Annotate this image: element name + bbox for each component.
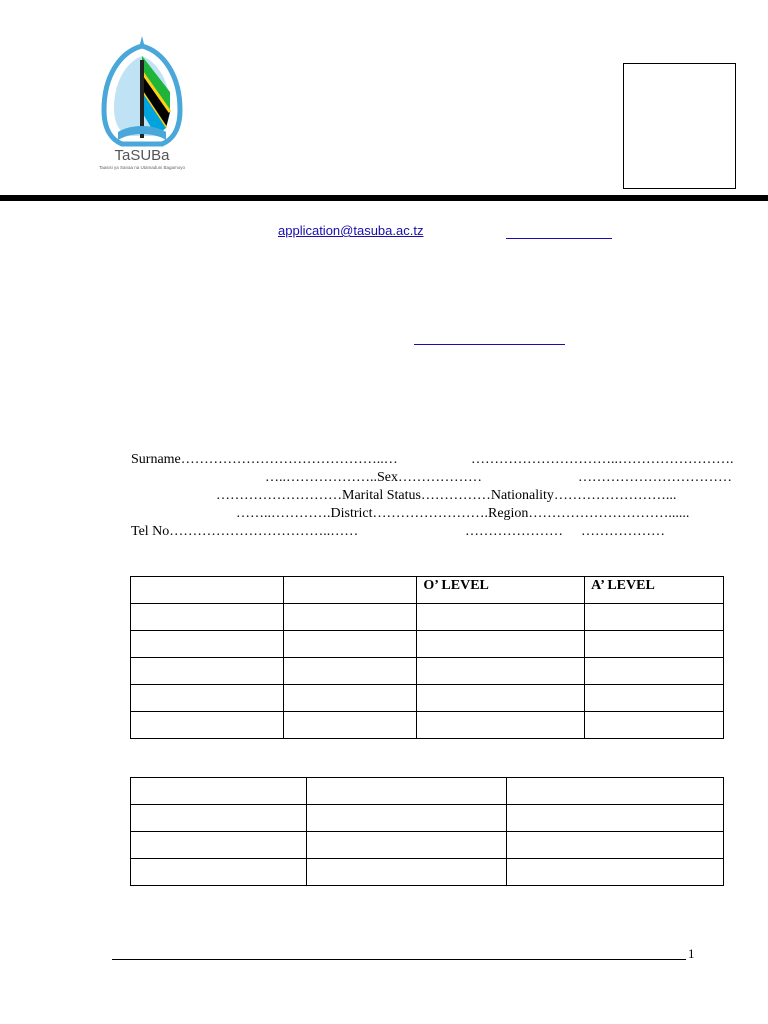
table-cell[interactable]	[306, 832, 507, 859]
table-row	[131, 604, 724, 631]
results-header-cell	[131, 577, 284, 604]
table-row	[131, 685, 724, 712]
sex-line: …..………………..Sex………………	[265, 470, 482, 485]
o-level-header: O’ LEVEL	[417, 577, 585, 604]
table-cell[interactable]	[585, 604, 724, 631]
table-cell[interactable]	[283, 631, 417, 658]
table-cell[interactable]	[417, 658, 585, 685]
table-cell[interactable]	[131, 631, 284, 658]
table-cell[interactable]	[131, 778, 307, 805]
results-table	[130, 576, 724, 739]
other-table	[130, 777, 724, 886]
passport-photo-box	[623, 63, 736, 189]
table-cell[interactable]	[585, 712, 724, 739]
table-row	[131, 832, 724, 859]
table-cell[interactable]	[283, 658, 417, 685]
table-cell[interactable]	[417, 685, 585, 712]
district-region-line: ……..………….District…………………….Region…………………………......	[236, 506, 690, 521]
table-cell[interactable]	[131, 805, 307, 832]
table-row	[131, 658, 724, 685]
table-row	[131, 712, 724, 739]
tel-line: Tel No……………………………..……	[131, 524, 359, 539]
table-cell[interactable]	[585, 685, 724, 712]
table-cell[interactable]	[507, 859, 724, 886]
table-cell[interactable]	[131, 658, 284, 685]
table-cell[interactable]	[283, 604, 417, 631]
names-line: …………………………..…………………….	[471, 452, 734, 467]
table-cell[interactable]	[283, 712, 417, 739]
table-cell[interactable]	[306, 859, 507, 886]
table-row	[131, 778, 724, 805]
table-cell[interactable]	[131, 832, 307, 859]
blank-link-2[interactable]	[414, 330, 565, 345]
table-row	[131, 631, 724, 658]
results-header-cell	[283, 577, 417, 604]
table-cell[interactable]	[131, 604, 284, 631]
results-header-row	[131, 577, 724, 604]
footer-line	[112, 945, 686, 960]
line5-right-blank: ………………	[581, 524, 665, 539]
surname-line: Surname……………………………………..…	[131, 452, 398, 467]
table-cell[interactable]	[283, 685, 417, 712]
table-cell[interactable]	[585, 631, 724, 658]
tasuba-logo	[92, 32, 192, 174]
line2-blank: ……………………………	[578, 470, 732, 485]
table-cell[interactable]	[417, 631, 585, 658]
application-email-link[interactable]: application@tasuba.ac.tz	[278, 223, 424, 238]
table-cell[interactable]	[507, 805, 724, 832]
table-cell[interactable]	[585, 658, 724, 685]
table-cell[interactable]	[507, 778, 724, 805]
table-cell[interactable]	[306, 778, 507, 805]
line5-mid-blank: …………………	[465, 524, 563, 539]
logo-subtitle: Taasisi ya Sanaa na Utamaduni Bagamoyo	[98, 165, 186, 170]
table-row	[131, 805, 724, 832]
a-level-header: A’ LEVEL	[585, 577, 724, 604]
table-row	[131, 859, 724, 886]
table-cell[interactable]	[131, 685, 284, 712]
table-cell[interactable]	[417, 604, 585, 631]
table-cell[interactable]	[131, 712, 284, 739]
table-cell[interactable]	[306, 805, 507, 832]
table-cell[interactable]	[507, 832, 724, 859]
marital-nationality-line: ………………………Marital Status……………Nationality……………………...	[216, 488, 677, 503]
logo-text: TaSUBa	[114, 147, 170, 164]
page-number: 1	[688, 946, 695, 961]
header-rule	[0, 195, 768, 201]
blank-link-1[interactable]	[506, 224, 612, 239]
table-cell[interactable]	[417, 712, 585, 739]
table-cell[interactable]	[131, 859, 307, 886]
